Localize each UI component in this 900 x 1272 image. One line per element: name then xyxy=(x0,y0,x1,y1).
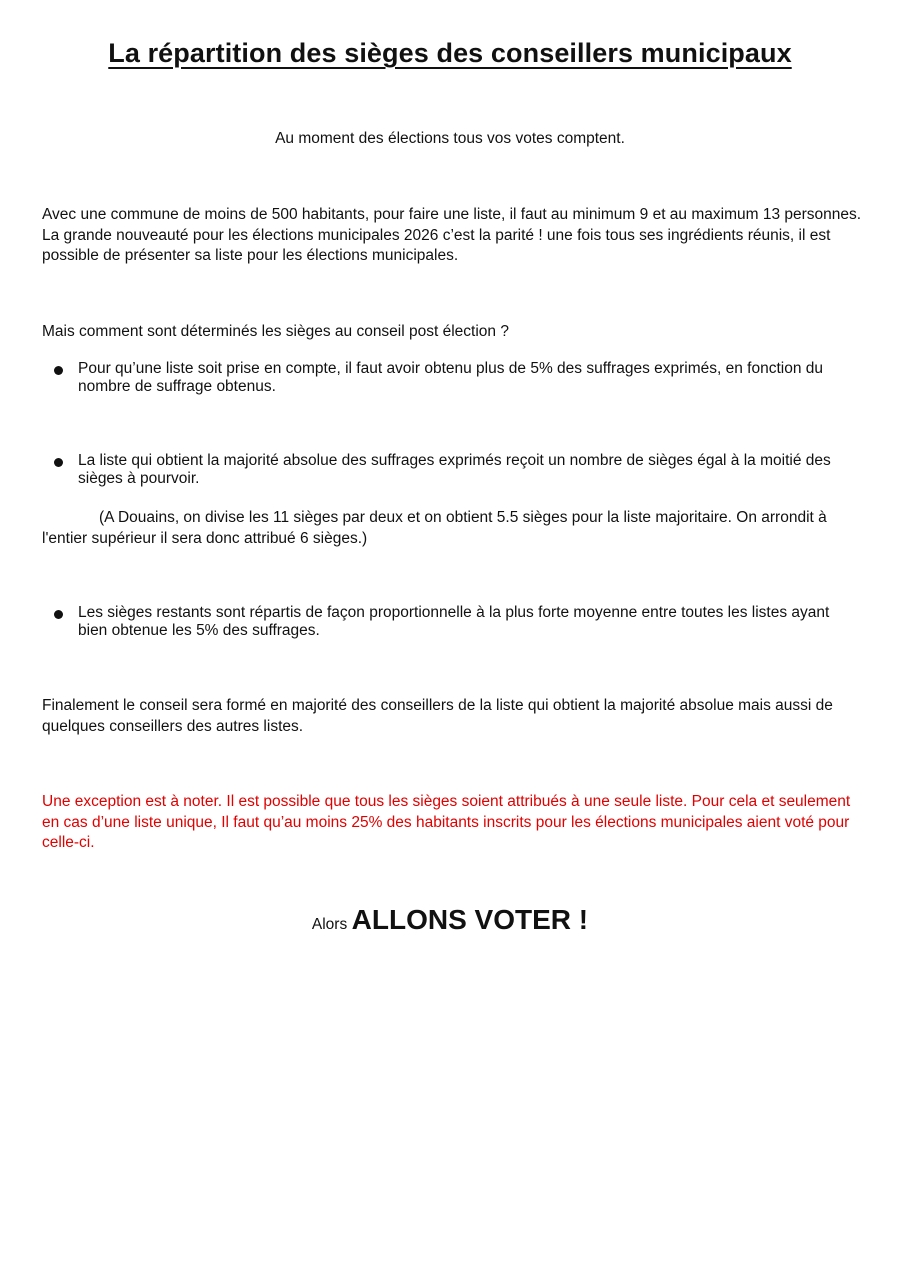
list-item xyxy=(42,452,862,488)
conclusion-paragraph: Finalement le conseil sera formé en majorité des conseillers de la liste qui obtient la majorité absolue mais aussi de quelques conseillers des autres listes. xyxy=(42,697,833,735)
bullet-text: Les sièges restants sont répartis de façon proportionnelle à la plus forte moyenne entre toutes les listes ayant bien obtenue les 5% des suffrages. xyxy=(78,604,830,639)
list-item xyxy=(42,360,862,396)
example-note xyxy=(42,508,862,549)
closing-prefix: Alors xyxy=(311,916,348,933)
exception-paragraph: Une exception est à noter. Il est possible que tous les sièges soient attribués à une seule liste. Pour cela et seulement en cas d’une liste unique, Il faut qu’au moins 25% des habitants inscrits pour les élections municipales aient voté pour celle-ci. xyxy=(42,793,851,851)
bullet-icon xyxy=(54,458,63,467)
bullet-text: La liste qui obtient la majorité absolue des suffrages exprimés reçoit un nombre de sièges égal à la moitié des sièges à pourvoir. xyxy=(78,452,831,487)
closing-call xyxy=(0,904,900,936)
page-title: La répartition des sièges des conseillers municipaux xyxy=(108,38,792,68)
intro-paragraph: Avec une commune de moins de 500 habitants, pour faire une liste, il faut au minimum 9 et au maximum 13 personnes. La grande nouveauté pour les élections municipales 2026 c’est la parité ! une fois tous ses ingrédients réunis, il est possible de présenter sa liste pour les élections municipales. xyxy=(42,206,862,264)
subtitle: Au moment des élections tous vos votes comptent. xyxy=(275,130,625,147)
question-paragraph: Mais comment sont déterminés les sièges au conseil post élection ? xyxy=(42,323,509,340)
bullet-text: Pour qu’une liste soit prise en compte, il faut avoir obtenu plus de 5% des suffrages exprimés, en fonction du nombre de suffrage obtenus. xyxy=(78,360,824,395)
closing-main: ALLONS VOTER ! xyxy=(351,904,589,935)
bullet-icon xyxy=(54,610,63,619)
example-note-text: (A Douains, on divise les 11 sièges par deux et on obtient 5.5 sièges pour la liste majoritaire. On arrondit à l'entier supérieur il sera donc attribué 6 sièges.) xyxy=(42,509,827,547)
bullet-icon xyxy=(54,366,63,375)
list-item xyxy=(42,604,862,640)
